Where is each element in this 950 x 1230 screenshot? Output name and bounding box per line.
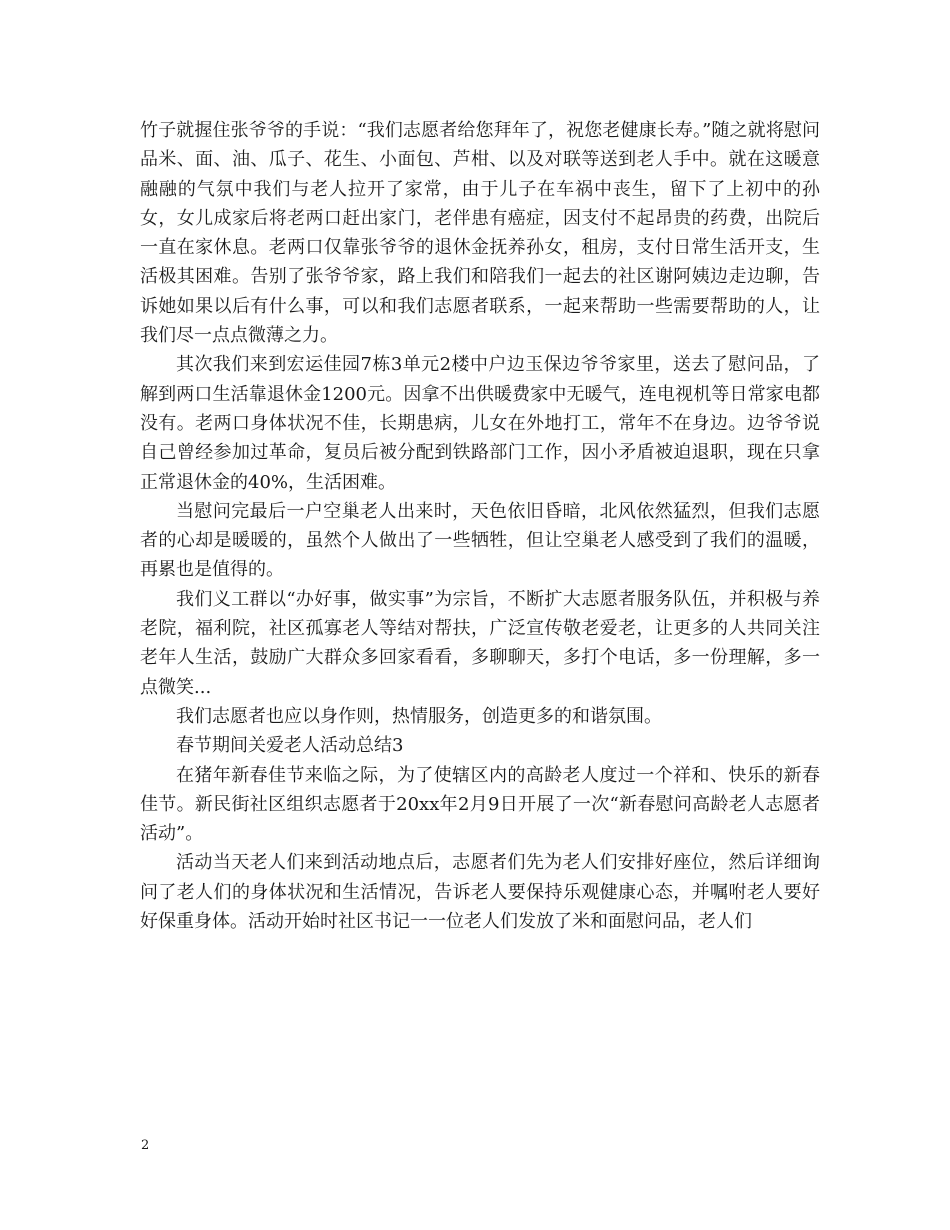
- paragraph-7: 活动当天老人们来到活动地点后，志愿者们先为老人们安排好座位，然后详细询问了老人们的身体状况和生活情况，告诉老人要保持乐观健康心态，并嘱咐老人要好好保重身体。活动开始时社区书记一一位老人们发放了米和面慰问品，老人们: [140, 852, 820, 933]
- paragraph-5: 我们志愿者也应以身作则，热情服务，创造更多的和谐氛围。: [176, 705, 662, 727]
- paragraph-3: 当慰问完最后一户空巢老人出来时，天色依旧昏暗，北风依然猛烈，但我们志愿者的心却是暖暖的，虽然个人做出了一些牺牲，但让空巢老人感受到了我们的温暖，再累也是值得的。: [140, 500, 820, 581]
- page-number: 2: [141, 1138, 150, 1153]
- document-body: [140, 116, 820, 936]
- paragraph-6: 在猪年新春佳节来临之际，为了使辖区内的高龄老人度过一个祥和、快乐的新春佳节。新民街社区组织志愿者于20xx年2月9日开展了一次“新春慰问高龄老人志愿者活动”。: [140, 764, 820, 845]
- paragraph-2: 其次我们来到宏运佳园7栋3单元2楼中户边玉保边爷爷家里，送去了慰问品，了解到两口生活靠退休金1200元。因拿不出供暖费家中无暖气，连电视机等日常家电都没有。老两口身体状况不佳，长期患病，儿女在外地打工，常年不在身边。边爷爷说自己曾经参加过革命，复员后被分配到铁路部门工作，因小矛盾被迫退职，现在只拿正常退休金的40%，生活困难。: [140, 354, 820, 493]
- section-heading: 春节期间关爱老人活动总结3: [176, 735, 404, 757]
- paragraph-4: 我们义工群以“办好事，做实事”为宗旨，不断扩大志愿者服务队伍，并积极与养老院，福利院，社区孤寡老人等结对帮扶，广泛宣传敬老爱老，让更多的人共同关注老年人生活，鼓励广大群众多回家看看，多聊聊天，多打个电话，多一份理解，多一点微笑...: [140, 588, 820, 698]
- paragraph-1: 竹子就握住张爷爷的手说：“我们志愿者给您拜年了，祝您老健康长寿。”随之就将慰问品米、面、油、瓜子、花生、小面包、芦柑、以及对联等送到老人手中。就在这暖意融融的气氛中我们与老人拉开了家常，由于儿子在车祸中丧生，留下了上初中的孙女，女儿成家后将老两口赶出家门，老伴患有癌症，因支付不起昂贵的药费，出院后一直在家休息。老两口仅靠张爷爷的退休金抚养孙女，租房，支付日常生活开支，生活极其困难。告别了张爷爷家，路上我们和陪我们一起去的社区谢阿姨边走边聊，告诉她如果以后有什么事，可以和我们志愿者联系，一起来帮助一些需要帮助的人，让我们尽一点点微薄之力。: [140, 120, 820, 347]
